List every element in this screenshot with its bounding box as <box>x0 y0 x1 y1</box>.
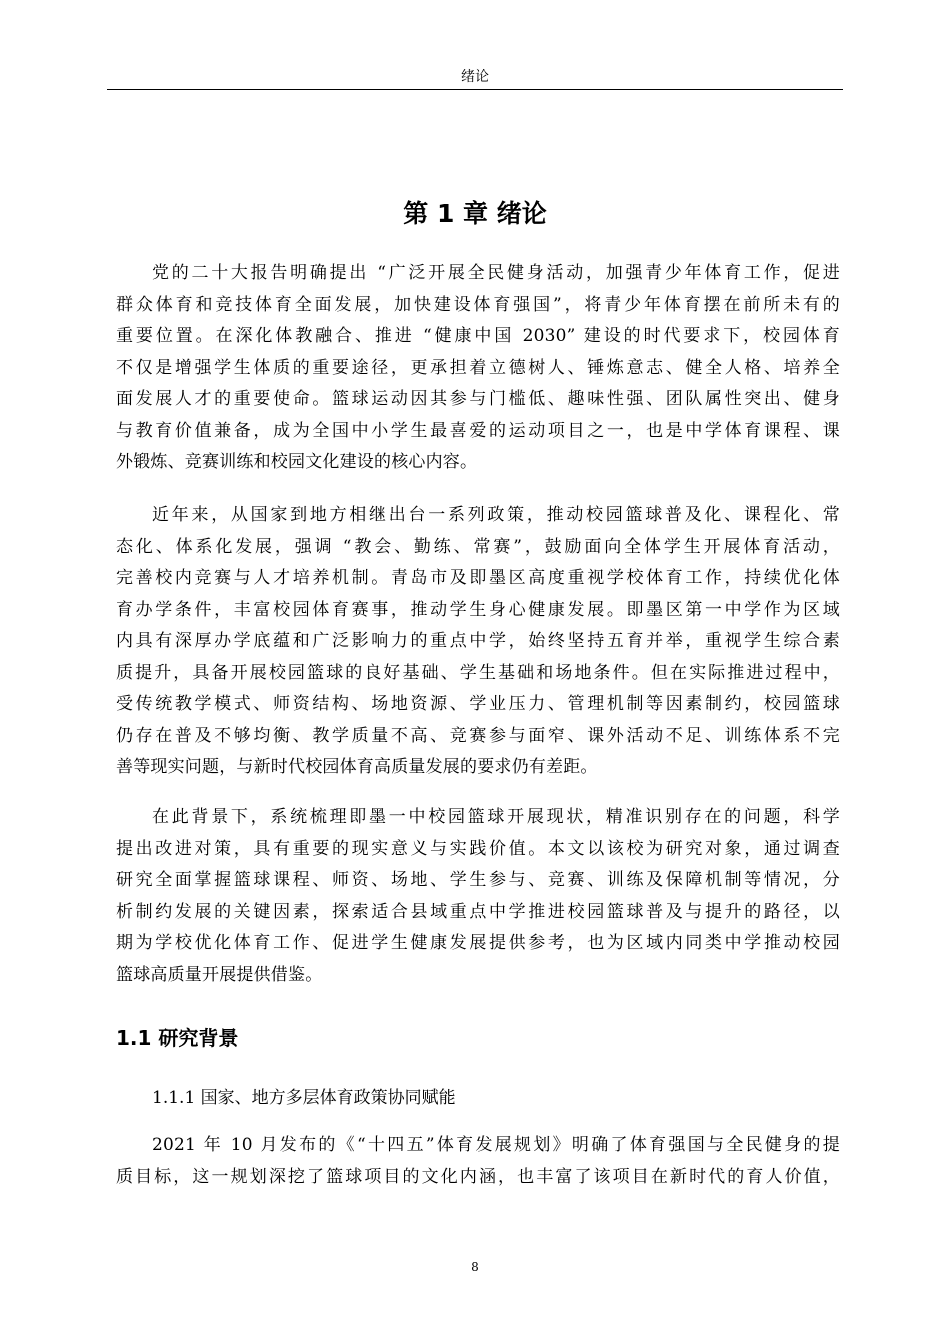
page-number: 8 <box>471 1260 479 1274</box>
header-rule <box>107 89 843 90</box>
paragraph-line: 质目标，这一规划深挖了篮球项目的文化内涵，也丰富了该项目在新时代的育人价值， <box>116 1166 840 1187</box>
paragraph-line: 面发展人才的重要使命。篮球运动因其参与门槛低、趣味性强、团队属性突出、健身 <box>116 389 840 409</box>
paragraph-line: 态化、体系化发展，强调 “教会、勤练、常赛”，鼓励面向全体学生开展体育活动， <box>116 536 840 557</box>
paragraph-line: 党的二十大报告明确提出 “广泛开展全民健身活动，加强青少年体育工作，促进 <box>152 263 840 283</box>
paragraph-line: 与教育价值兼备，成为全国中小学生最喜爱的运动项目之一，也是中学体育课程、课 <box>116 420 840 441</box>
paragraph-line: 不仅是增强学生体质的重要途径，更承担着立德树人、锤炼意志、健全人格、培养全 <box>116 357 840 378</box>
paragraph-line: 仍存在普及不够均衡、教学质量不高、竞赛参与面窄、课外活动不足、训练体系不完 <box>116 725 840 746</box>
paragraph-line: 期为学校优化体育工作、促进学生健康发展提供参考，也为区域内同类中学推动校园 <box>116 933 840 953</box>
paragraph-line: 近年来，从国家到地方相继出台一系列政策，推动校园篮球普及化、课程化、常 <box>152 505 840 525</box>
paragraph-line: 研究全面掌握篮球课程、师资、场地、学生参与、竞赛、训练及保障机制等情况，分 <box>116 870 840 890</box>
paragraph-line: 内具有深厚办学底蕴和广泛影响力的重点中学，始终坚持五育并举，重视学生综合素 <box>116 631 840 651</box>
paragraph-4 <box>116 1130 840 1193</box>
paragraph-line: 完善校内竞赛与人才培养机制。青岛市及即墨区高度重视学校体育工作，持续优化体 <box>116 568 840 588</box>
paragraph-2 <box>116 500 840 784</box>
paragraph-3 <box>116 802 840 991</box>
paragraph-line: 析制约发展的关键因素，探索适合县域重点中学推进校园篮球普及与提升的路径，以 <box>116 901 840 922</box>
paragraph-line: 外锻炼、竞赛训练和校园文化建设的核心内容。 <box>116 452 478 472</box>
paragraph-line: 提出改进对策，具有重要的现实意义与实践价值。本文以该校为研究对象，通过调查 <box>116 838 840 859</box>
subsection-heading: 1.1.1 国家、地方多层体育政策协同赋能 <box>152 1088 456 1108</box>
paragraph-line: 育办学条件，丰富校园体育赛事，推动学生身心健康发展。即墨区第一中学作为区域 <box>116 599 840 620</box>
section-heading: 1.1 研究背景 <box>116 1026 239 1050</box>
paragraph-line: 篮球高质量开展提供借鉴。 <box>116 964 323 985</box>
paragraph-line: 2021 年 10 月发布的《“十四五”体育发展规划》明确了体育强国与全民健身的提 <box>152 1135 840 1155</box>
running-header: 绪论 <box>461 69 489 85</box>
paragraph-line: 在此背景下，系统梳理即墨一中校园篮球开展现状，精准识别存在的问题，科学 <box>152 807 840 827</box>
paragraph-line: 受传统教学模式、师资结构、场地资源、学业压力、管理机制等因素制约，校园篮球 <box>116 694 840 714</box>
paragraph-line: 群众体育和竞技体育全面发展，加快建设体育强国”，将青少年体育摆在前所未有的 <box>116 294 840 315</box>
chapter-title: 第 1 章 绪论 <box>403 199 547 228</box>
paragraph-line: 质提升，具备开展校园篮球的良好基础、学生基础和场地条件。但在实际推进过程中， <box>116 662 840 683</box>
paragraph-line: 善等现实问题，与新时代校园体育高质量发展的要求仍有差距。 <box>116 757 598 777</box>
paragraph-line: 重要位置。在深化体教融合、推进 “健康中国 2030” 建设的时代要求下，校园体育 <box>116 326 840 346</box>
paragraph-1 <box>116 258 840 479</box>
